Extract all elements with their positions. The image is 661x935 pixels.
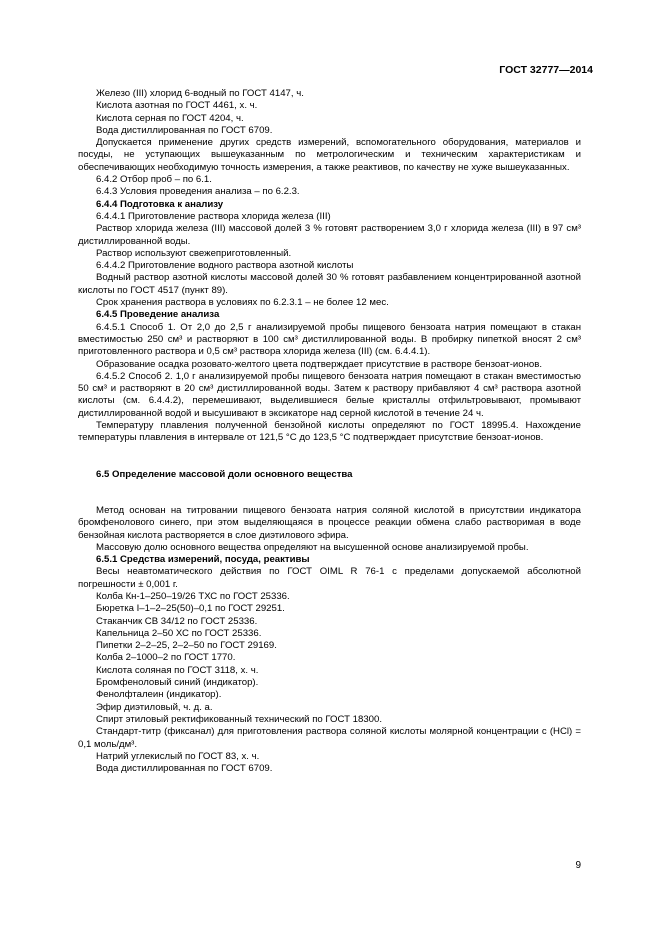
paragraph: Стандарт-титр (фиксанал) для приготовления раствора соляной кислоты молярной концентрации c (HCl) = 0,1 моль/дм³. (78, 726, 581, 750)
spacer (78, 481, 581, 505)
paragraph: Водный раствор азотной кислоты массовой долей 30 % готовят разбавлением концентрированной азотной кислоты по ГОСТ 4517 (пункт 89). (78, 272, 581, 296)
paragraph: Натрий углекислый по ГОСТ 83, х. ч. (96, 750, 260, 762)
spacer (78, 445, 581, 469)
paragraph: Метод основан на титровании пищевого бензоата натрия соляной кислотой в присутствии индикатора бромфенолового синего, при этом выделяющаяся в процессе реакции обмена слабо растворимая в воде бензойная кислота растворяется в слое диэтилового эфира. (78, 504, 581, 541)
paragraph: Стаканчик СВ 34/12 по ГОСТ 25336. (96, 615, 258, 627)
paragraph: Весы неавтоматического действия по ГОСТ OIML R 76-1 с пределами допускаемой абсолютной погрешности ± 0,001 г. (78, 566, 581, 590)
section-heading: 6.5.1 Средства измерений, посуда, реактивы (96, 554, 310, 566)
paragraph: Пипетки 2–2–25, 2–2–50 по ГОСТ 29169. (96, 640, 277, 652)
paragraph: Кислота азотная по ГОСТ 4461, х. ч. (96, 100, 258, 112)
paragraph: 6.4.3 Условия проведения анализа – по 6.2.3. (96, 186, 300, 198)
paragraph: Эфир диэтиловый, ч. д. а. (96, 701, 213, 713)
page-number: 9 (575, 860, 581, 871)
paragraph: Вода дистиллированная по ГОСТ 6709. (96, 124, 273, 136)
paragraph: Срок хранения раствора в условиях по 6.2.3.1 – не более 12 мес. (96, 297, 389, 309)
paragraph: Капельница 2–50 ХС по ГОСТ 25336. (96, 627, 262, 639)
paragraph: Бромфеноловый синий (индикатор). (96, 677, 259, 689)
paragraph: 6.4.5.1 Способ 1. От 2,0 до 2,5 г анализируемой пробы пищевого бензоата натрия помещают в стакан вместимостью 250 см³ и растворяют в 100 см³ дистиллированной воды. В пробирку пипеткой вносят 2 см³ приготовленного раствора и 0,5 см³ раствора хлорида железа (III) (см. 6.4.4.1). (78, 321, 581, 358)
paragraph: Массовую долю основного вещества определяют на высушенной основе анализируемой пробы. (96, 541, 529, 553)
paragraph: Образование осадка розовато-желтого цвета подтверждает присутствие в растворе бензоат-ионов. (96, 358, 543, 370)
paragraph: Железо (III) хлорид 6-водный по ГОСТ 4147, ч. (96, 88, 304, 99)
paragraph: Колба Кн-1–250–19/26 ТХС по ГОСТ 25336. (96, 590, 290, 602)
paragraph: Колба 2–1000–2 по ГОСТ 1770. (96, 652, 236, 664)
paragraph: Раствор используют свежеприготовленный. (96, 247, 292, 259)
section-heading: 6.4.4 Подготовка к анализу (96, 198, 224, 210)
paragraph: Спирт этиловый ректификованный технический по ГОСТ 18300. (96, 713, 382, 725)
paragraph: Раствор хлорида железа (III) массовой долей 3 % готовят растворением 3,0 г хлорида железа (III) в 97 см³ дистиллированной воды. (78, 223, 581, 247)
paragraph: Температуру плавления полученной бензойной кислоты определяют по ГОСТ 18995.4. Нахождение температуры плавления в интервале от 121,5 °С до 123,5 °С подтверждает присутствие бензоат-ионов. (78, 420, 581, 444)
section-heading: 6.4.5 Проведение анализа (96, 309, 220, 321)
paragraph: Фенолфталеин (индикатор). (96, 689, 222, 701)
paragraph: 6.4.2 Отбор проб – по 6.1. (96, 174, 212, 186)
paragraph: Кислота соляная по ГОСТ 3118, х. ч. (96, 664, 259, 676)
paragraph: 6.4.5.2 Способ 2. 1,0 г анализируемой пробы пищевого бензоата натрия помещают в стакан вместимостью 50 см³ и растворяют в 20 см³ дистиллированной воды. Затем к раствору прибавляют 4 см³ раствора азотной кислоты (см. 6.4.4.2), перемешивают, выделившиеся белые кристаллы отфильтровывают, промывают дистиллированной водой и высушивают в эксикаторе над серной кислотой в течение 24 ч. (78, 370, 581, 419)
paragraph: Допускается применение других средств измерений, вспомогательного оборудования, материалов и посуды, не уступающих вышеуказанным по метрологическим и техническим характеристикам и обеспечивающих необходимую точность измерения, а также реактивов, по качеству не хуже вышеуказанных. (78, 137, 581, 173)
paragraph: Бюретка I–1–2–25(50)–0,1 по ГОСТ 29251. (96, 603, 285, 615)
document-body (78, 88, 581, 775)
section-heading: 6.5 Определение массовой доли основного вещества (96, 468, 353, 480)
paragraph: Кислота серная по ГОСТ 4204, ч. (96, 112, 244, 124)
paragraph: 6.4.4.2 Приготовление водного раствора азотной кислоты (96, 260, 354, 272)
standard-header: ГОСТ 32777—2014 (499, 64, 593, 76)
paragraph: Вода дистиллированная по ГОСТ 6709. (96, 763, 273, 775)
paragraph: 6.4.4.1 Приготовление раствора хлорида железа (III) (96, 210, 331, 222)
